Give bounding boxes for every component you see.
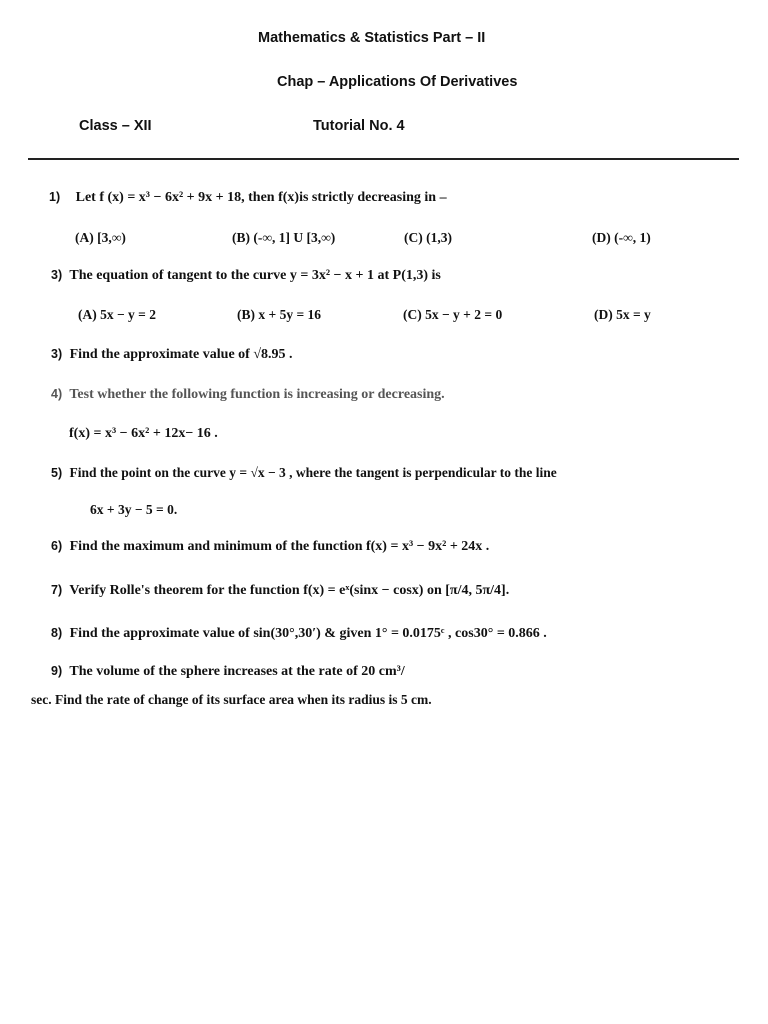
question-text: Find the approximate value of √8.95 . [69, 347, 293, 362]
question-text: The volume of the sphere increases at the rate of 20 cm³/ [69, 664, 405, 679]
question-number: 3) [51, 347, 63, 361]
q9-continuation: sec. Find the rate of change of its surface area when its radius is 5 cm. [31, 692, 432, 707]
question-number: 7) [51, 583, 63, 597]
question-text: Let f (x) = x³ − 6x² + 9x + 18, then f(x)is strictly decreasing in – [75, 190, 447, 205]
question-number: 1) [49, 190, 61, 204]
q5-line-equation: 6x + 3y − 5 = 0. [90, 502, 178, 517]
q2-option-a: (A) 5x − y = 2 [78, 307, 157, 322]
class-label: Class – XII [79, 118, 152, 134]
question-text: Find the point on the curve y = √x − 3 , where the tangent is perpendicular to the line [69, 465, 557, 480]
tutorial-label: Tutorial No. 4 [313, 118, 405, 134]
q1-option-c: (C) (1,3) [404, 230, 452, 245]
question-3 [51, 347, 293, 363]
question-5 [51, 465, 557, 481]
question-number: 8) [51, 626, 63, 640]
q2-option-c: (C) 5x − y + 2 = 0 [403, 307, 503, 322]
q4-formula: f(x) = x³ − 6x² + 12x− 16 . [69, 426, 218, 441]
question-text: The equation of tangent to the curve y = 3x² − x + 1 at P(1,3) is [69, 268, 441, 283]
header-divider [28, 158, 739, 160]
question-number: 5) [51, 466, 63, 480]
question-text: Verify Rolle's theorem for the function f(x) = eˣ(sinx − cosx) on [π/4, 5π/4]. [69, 583, 510, 598]
question-7 [51, 583, 509, 599]
question-8 [51, 626, 547, 642]
question-number: 9) [51, 664, 63, 678]
question-2 [51, 268, 441, 284]
q1-option-d: (D) (-∞, 1) [592, 230, 651, 245]
document-title: Mathematics & Statistics Part – II [258, 30, 486, 46]
chapter-title: Chap – Applications Of Derivatives [277, 74, 518, 90]
question-number: 6) [51, 539, 63, 553]
question-4 [51, 387, 445, 403]
question-6 [51, 539, 489, 555]
question-number: 4) [51, 387, 63, 401]
question-number: 3) [51, 268, 63, 282]
q1-option-a: (A) [3,∞) [75, 230, 126, 245]
q2-option-b: (B) x + 5y = 16 [237, 307, 322, 322]
q1-option-b: (B) (-∞, 1] U [3,∞) [232, 230, 336, 245]
question-9 [51, 664, 405, 680]
question-text: Find the maximum and minimum of the function f(x) = x³ − 9x² + 24x . [69, 539, 490, 554]
question-1 [49, 190, 447, 206]
question-text: Find the approximate value of sin(30°,30′) & given 1° = 0.0175ᶜ , cos30° = 0.866 . [69, 626, 547, 641]
question-text: Test whether the following function is increasing or decreasing. [69, 387, 445, 402]
q2-option-d: (D) 5x = y [594, 307, 651, 322]
